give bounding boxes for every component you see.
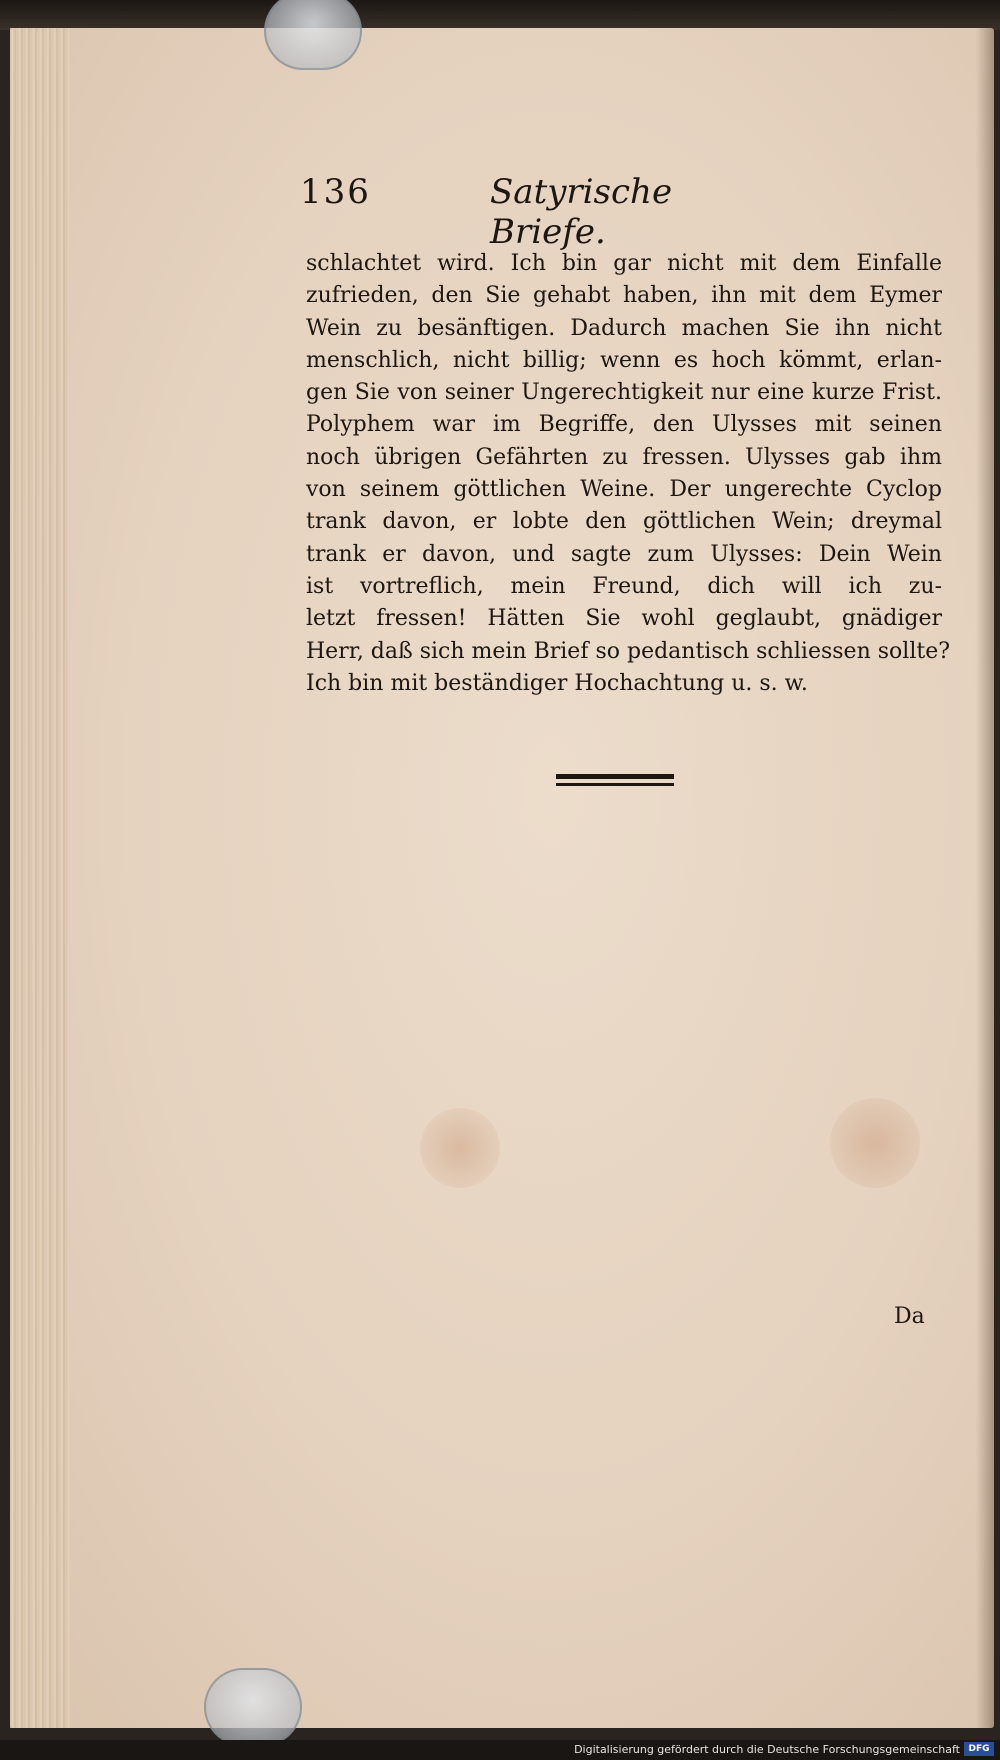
gutter-shadow — [976, 28, 994, 1728]
catchword: Da — [894, 1304, 925, 1329]
page-clip-bottom — [204, 1668, 302, 1746]
text-line: Ich bin mit beständiger Hochachtung u. s. w. — [306, 670, 808, 696]
text-line: ist vortreflich, mein Freund, dich will ich zu- — [306, 573, 942, 599]
text-line: schlachtet wird. Ich bin gar nicht mit dem Einfalle — [306, 251, 942, 276]
body-text — [306, 248, 951, 700]
digitization-credit: Digitalisierung gefördert durch die Deutsche Forschungsgemeinschaft — [574, 1743, 960, 1756]
text-line: letzt fressen! Hätten Sie wohl geglaubt, gnädiger — [306, 606, 942, 632]
text-line: trank davon, er lobte den göttlichen Wein; dreymal — [306, 509, 942, 535]
text-line: Wein zu besänftigen. Dadurch machen Sie ihn nicht — [306, 315, 942, 341]
page-clip-top — [264, 0, 362, 70]
divider-thick-rule — [556, 774, 674, 779]
text-line: trank er davon, und sagte zum Ulysses: Dein Wein — [306, 541, 942, 567]
running-head: Satyrische Briefe. — [490, 172, 673, 252]
page-number: 136 — [300, 172, 371, 212]
text-line: zufrieden, den Sie gehabt haben, ihn mit dem Eymer — [306, 283, 942, 309]
text-line: Polyphem war im Begriffe, den Ulysses mit seinen — [306, 412, 942, 438]
dfg-logo: DFG — [964, 1742, 994, 1756]
scan-top-border — [0, 0, 1000, 30]
page-edges — [10, 28, 70, 1728]
paper-stain — [830, 1098, 920, 1188]
page-header — [300, 172, 760, 252]
text-line: noch übrigen Gefährten zu fressen. Ulysses gab ihm — [306, 444, 942, 470]
section-divider — [556, 774, 674, 790]
text-line: gen Sie von seiner Ungerechtigkeit nur eine kurze Frist. — [306, 380, 942, 406]
paper-stain — [420, 1108, 500, 1188]
text-line: menschlich, nicht billig; wenn es hoch kömmt, erlan- — [306, 347, 942, 373]
divider-thin-rule — [556, 783, 674, 786]
text-line: Herr, daß sich mein Brief so pedantisch schliessen sollte? — [306, 638, 951, 664]
text-line: von seinem göttlichen Weine. Der ungerechte Cyclop — [306, 477, 942, 503]
